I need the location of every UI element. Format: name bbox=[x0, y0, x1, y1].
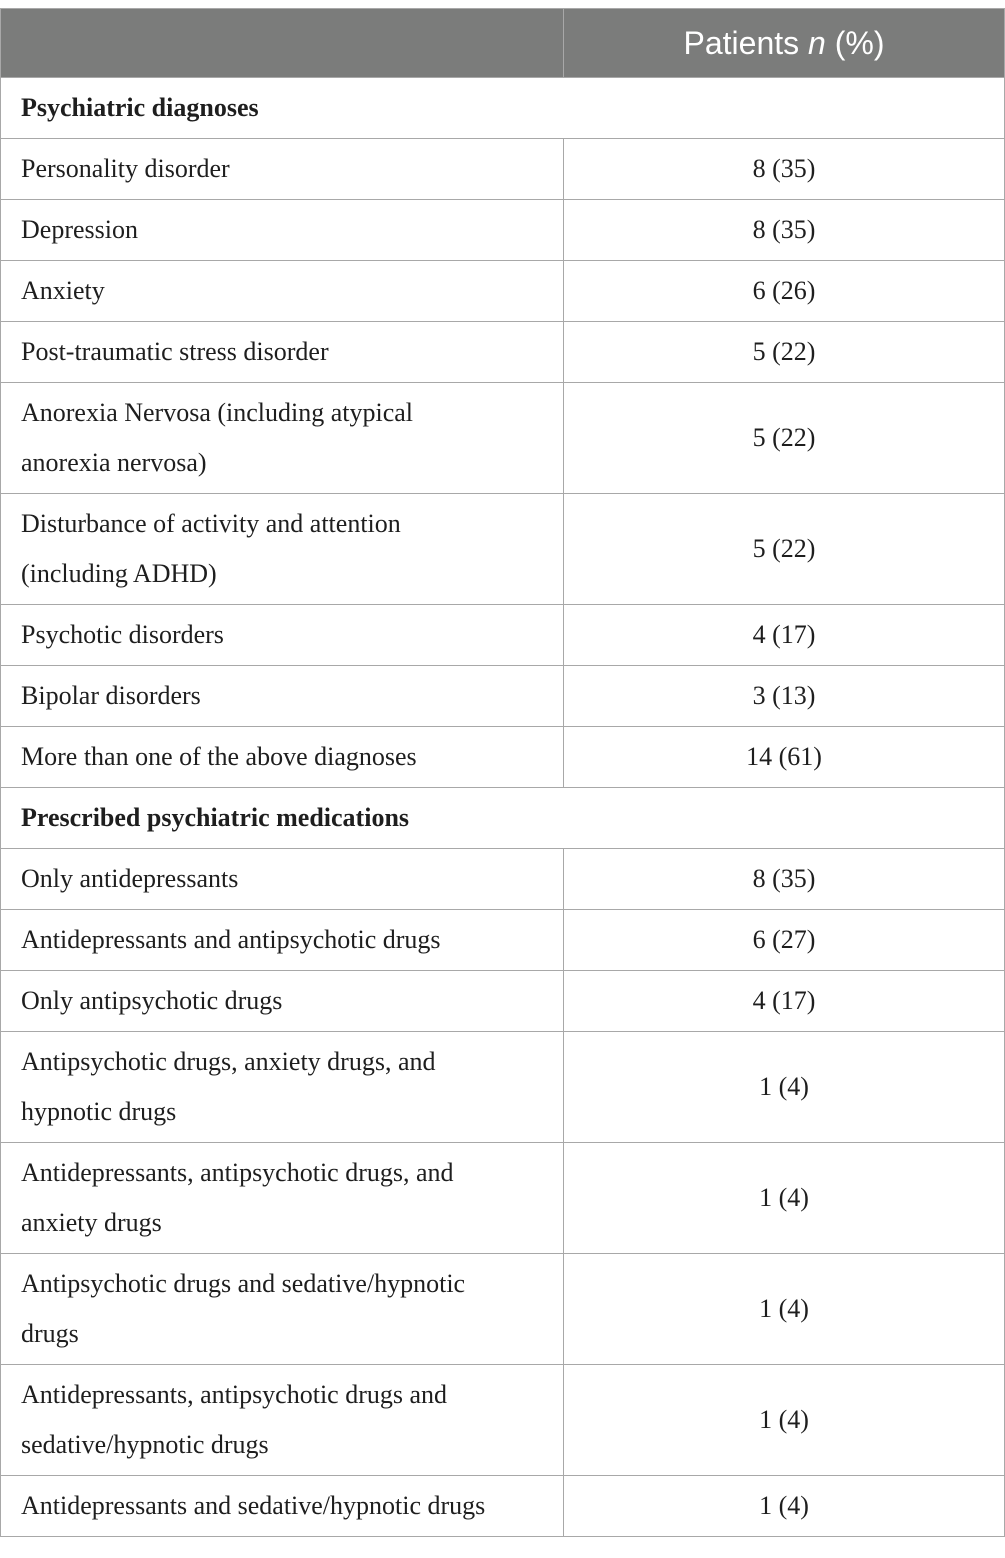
row-label: Depression bbox=[1, 200, 564, 261]
table-row bbox=[1, 1365, 1005, 1476]
table-row bbox=[1, 383, 1005, 494]
row-label: Antidepressants and antipsychotic drugs bbox=[1, 910, 564, 971]
row-value: 1 (4) bbox=[564, 1032, 1005, 1143]
row-label: More than one of the above diagnoses bbox=[1, 727, 564, 788]
row-value: 1 (4) bbox=[564, 1143, 1005, 1254]
row-value: 6 (26) bbox=[564, 261, 1005, 322]
table-row bbox=[1, 605, 1005, 666]
table-row bbox=[1, 322, 1005, 383]
table-row bbox=[1, 494, 1005, 605]
row-label: Disturbance of activity and attention (including ADHD) bbox=[1, 494, 564, 605]
row-value: 1 (4) bbox=[564, 1254, 1005, 1365]
row-label: Antidepressants, antipsychotic drugs and sedative/hypnotic drugs bbox=[1, 1365, 564, 1476]
section-title: Prescribed psychiatric medications bbox=[1, 788, 1005, 849]
row-label: Post-traumatic stress disorder bbox=[1, 322, 564, 383]
table-row bbox=[1, 971, 1005, 1032]
header-row bbox=[1, 9, 1005, 78]
table-row bbox=[1, 261, 1005, 322]
data-table bbox=[0, 8, 1005, 1537]
row-label: Personality disorder bbox=[1, 139, 564, 200]
row-value: 3 (13) bbox=[564, 666, 1005, 727]
table-row bbox=[1, 1032, 1005, 1143]
row-label: Psychotic disorders bbox=[1, 605, 564, 666]
row-label: Antipsychotic drugs, anxiety drugs, and hypnotic drugs bbox=[1, 1032, 564, 1143]
row-label: Anorexia Nervosa (including atypical anorexia nervosa) bbox=[1, 383, 564, 494]
table-row bbox=[1, 666, 1005, 727]
table-row bbox=[1, 139, 1005, 200]
row-value: 1 (4) bbox=[564, 1365, 1005, 1476]
row-value: 8 (35) bbox=[564, 139, 1005, 200]
section-row bbox=[1, 788, 1005, 849]
table-row bbox=[1, 849, 1005, 910]
row-value: 5 (22) bbox=[564, 322, 1005, 383]
row-value: 8 (35) bbox=[564, 200, 1005, 261]
row-label: Anxiety bbox=[1, 261, 564, 322]
row-label: Bipolar disorders bbox=[1, 666, 564, 727]
row-value: 4 (17) bbox=[564, 971, 1005, 1032]
row-value: 5 (22) bbox=[564, 383, 1005, 494]
row-value: 5 (22) bbox=[564, 494, 1005, 605]
table-row bbox=[1, 1476, 1005, 1537]
table-row bbox=[1, 200, 1005, 261]
table-row bbox=[1, 1254, 1005, 1365]
table-row bbox=[1, 727, 1005, 788]
table-row bbox=[1, 1143, 1005, 1254]
row-label: Antipsychotic drugs and sedative/hypnotic drugs bbox=[1, 1254, 564, 1365]
row-value: 8 (35) bbox=[564, 849, 1005, 910]
row-value: 1 (4) bbox=[564, 1476, 1005, 1537]
header-patients: Patients n (%) bbox=[564, 9, 1005, 78]
row-value: 14 (61) bbox=[564, 727, 1005, 788]
row-label: Only antipsychotic drugs bbox=[1, 971, 564, 1032]
row-label: Antidepressants, antipsychotic drugs, and anxiety drugs bbox=[1, 1143, 564, 1254]
row-value: 6 (27) bbox=[564, 910, 1005, 971]
row-label: Only antidepressants bbox=[1, 849, 564, 910]
table-row bbox=[1, 910, 1005, 971]
header-blank-cell bbox=[1, 9, 564, 78]
row-label: Antidepressants and sedative/hypnotic drugs bbox=[1, 1476, 564, 1537]
section-title: Psychiatric diagnoses bbox=[1, 78, 1005, 139]
section-row bbox=[1, 78, 1005, 139]
row-value: 4 (17) bbox=[564, 605, 1005, 666]
